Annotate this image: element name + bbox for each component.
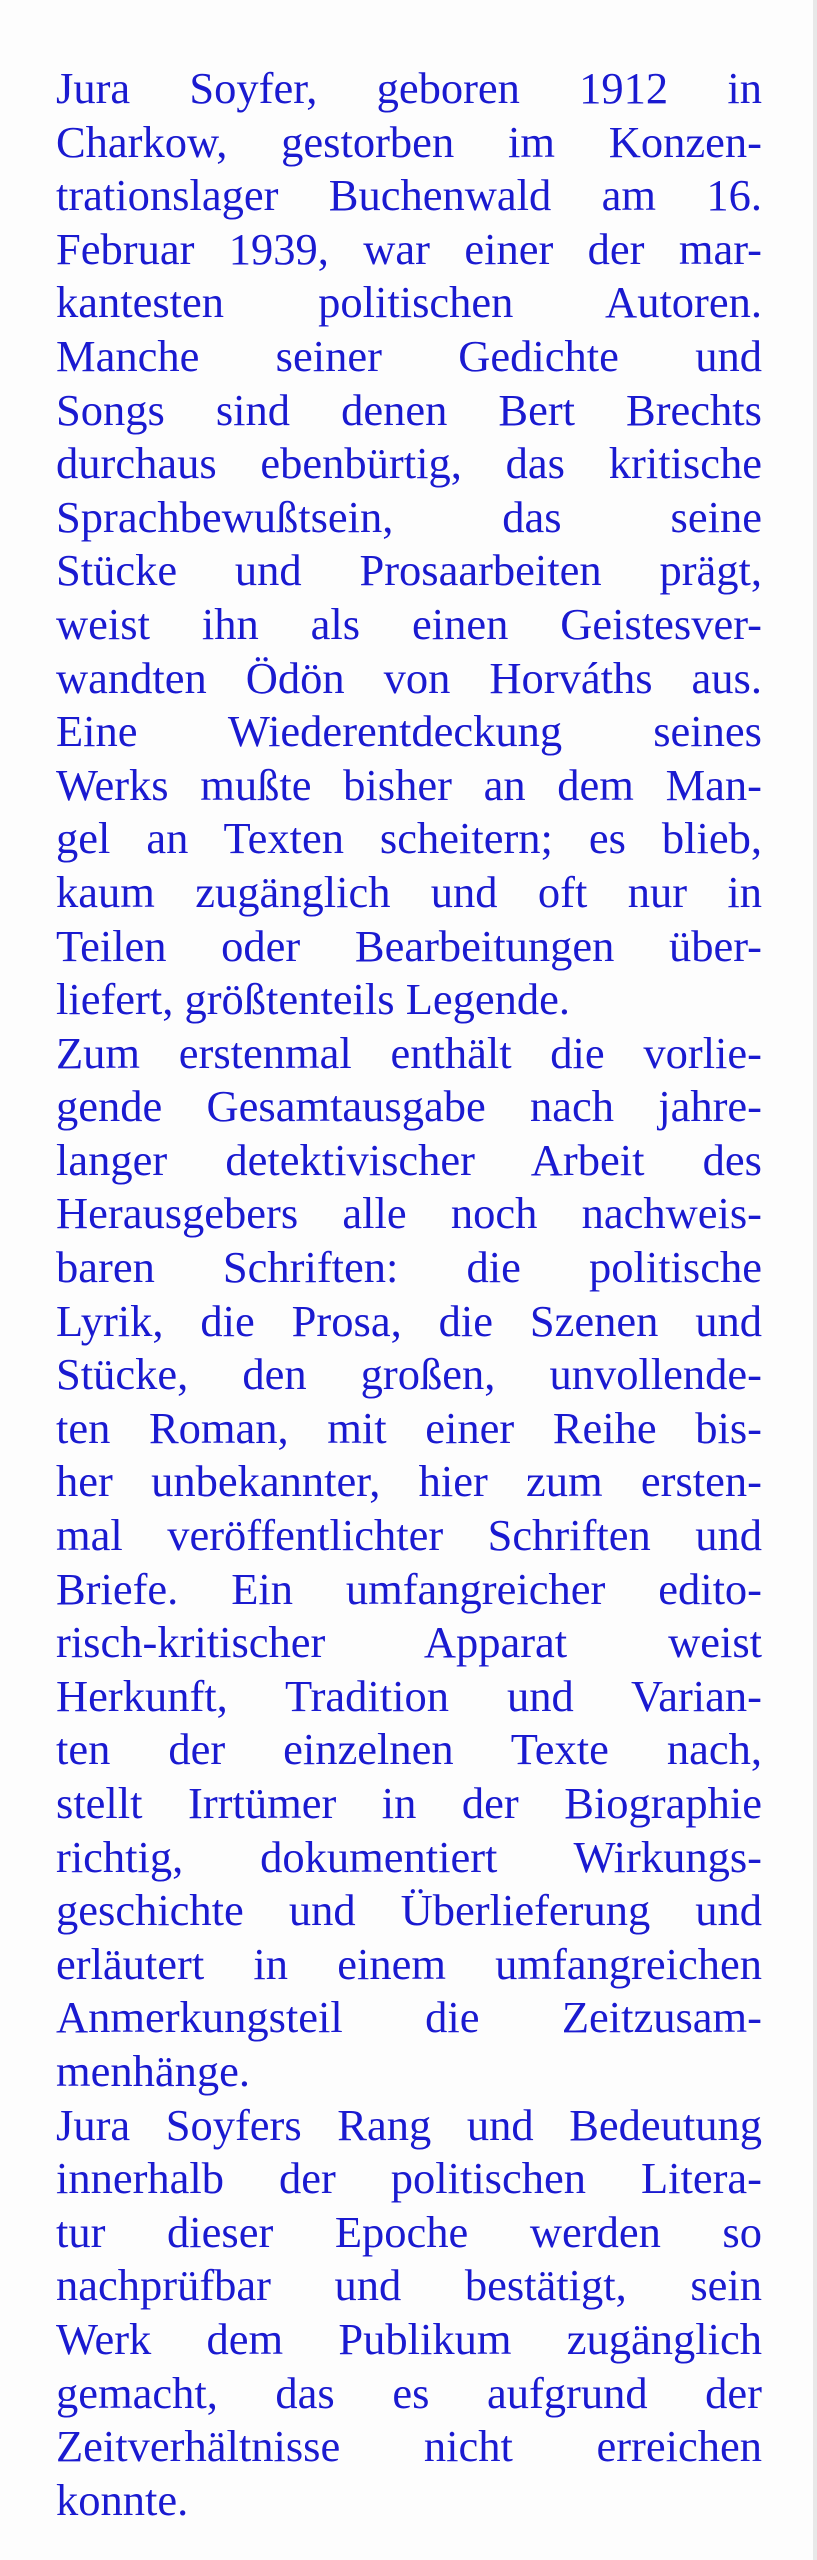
text-line: Werks mußte bisher an dem Man- xyxy=(56,759,762,810)
text-line: weist ihn als einen Geistesver- xyxy=(56,598,762,649)
text-line: langer detektivischer Arbeit des xyxy=(56,1134,762,1185)
text-line: Briefe. Ein umfangreicher edito- xyxy=(56,1563,762,1614)
text-line: risch-kritischer Apparat weist xyxy=(56,1617,762,1668)
text-line: ten Roman, mit einer Reihe bis- xyxy=(56,1402,762,1453)
text-line: geschichte und Überlieferung und xyxy=(56,1885,762,1936)
text-line: her unbekannter, hier zum ersten- xyxy=(56,1456,762,1507)
page-edge-shadow xyxy=(813,0,817,2560)
text-line: erläutert in einem umfangreichen xyxy=(56,1938,762,1989)
text-line: Eine Wiederentdeckung seines xyxy=(56,706,762,757)
text-line: nachprüfbar und bestätigt, sein xyxy=(56,2260,762,2311)
text-line: Charkow, gestorben im Konzen- xyxy=(56,116,762,167)
paragraph-end-line: menhänge. xyxy=(56,2045,250,2096)
paragraph-end-line: liefert, größtenteils Legende. xyxy=(56,974,571,1025)
text-line: kantesten politischen Autoren. xyxy=(56,277,762,328)
text-line: Teilen oder Bearbeitungen über- xyxy=(56,920,762,971)
text-line: Jura Soyfers Rang und Bedeutung xyxy=(56,2099,762,2150)
text-line: gel an Texten scheitern; es blieb, xyxy=(56,813,762,864)
text-line: kaum zugänglich und oft nur in xyxy=(56,866,762,917)
text-line: Anmerkungsteil die Zeitzusam- xyxy=(56,1992,762,2043)
text-line: Jura Soyfer, geboren 1912 in xyxy=(56,63,762,113)
text-line: Manche seiner Gedichte und xyxy=(56,330,762,381)
text-line: Februar 1939, war einer der mar- xyxy=(56,223,762,274)
text-line: gende Gesamtausgabe nach jahre- xyxy=(56,1081,762,1132)
text-line: trationslager Buchenwald am 16. xyxy=(56,170,762,221)
text-line: Zeitverhältnisse nicht erreichen xyxy=(56,2421,762,2472)
text-line: Herausgebers alle noch nachweis- xyxy=(56,1188,762,1239)
blurb-text xyxy=(56,62,762,2527)
text-line: tur dieser Epoche werden so xyxy=(56,2206,762,2257)
text-line: Sprachbewußtsein, das seine xyxy=(56,491,762,542)
paragraph-end-line: konnte. xyxy=(56,2474,189,2525)
text-line: Herkunft, Tradition und Varian- xyxy=(56,1670,762,1721)
text-line: stellt Irrtümer in der Biographie xyxy=(56,1778,762,1828)
text-line: Stücke und Prosaarbeiten prägt, xyxy=(56,545,762,596)
text-line: gemacht, das es aufgrund der xyxy=(56,2367,762,2418)
text-line: Lyrik, die Prosa, die Szenen und xyxy=(56,1295,762,1346)
text-line: durchaus ebenbürtig, das kritische xyxy=(56,438,762,489)
text-line: richtig, dokumentiert Wirkungs- xyxy=(56,1831,762,1882)
text-line: innerhalb der politischen Litera- xyxy=(56,2153,762,2204)
text-line: Stücke, den großen, unvollende- xyxy=(56,1349,762,1400)
text-line: ten der einzelnen Texte nach, xyxy=(56,1724,762,1775)
text-line: Zum erstenmal enthält die vorlie- xyxy=(56,1027,762,1078)
text-line: Werk dem Publikum zugänglich xyxy=(56,2313,762,2364)
text-line: baren Schriften: die politische xyxy=(56,1242,762,1293)
text-line: Songs sind denen Bert Brechts xyxy=(56,384,762,435)
text-line: wandten Ödön von Horváths aus. xyxy=(56,652,762,703)
text-line: mal veröffentlichter Schriften und xyxy=(56,1510,762,1561)
